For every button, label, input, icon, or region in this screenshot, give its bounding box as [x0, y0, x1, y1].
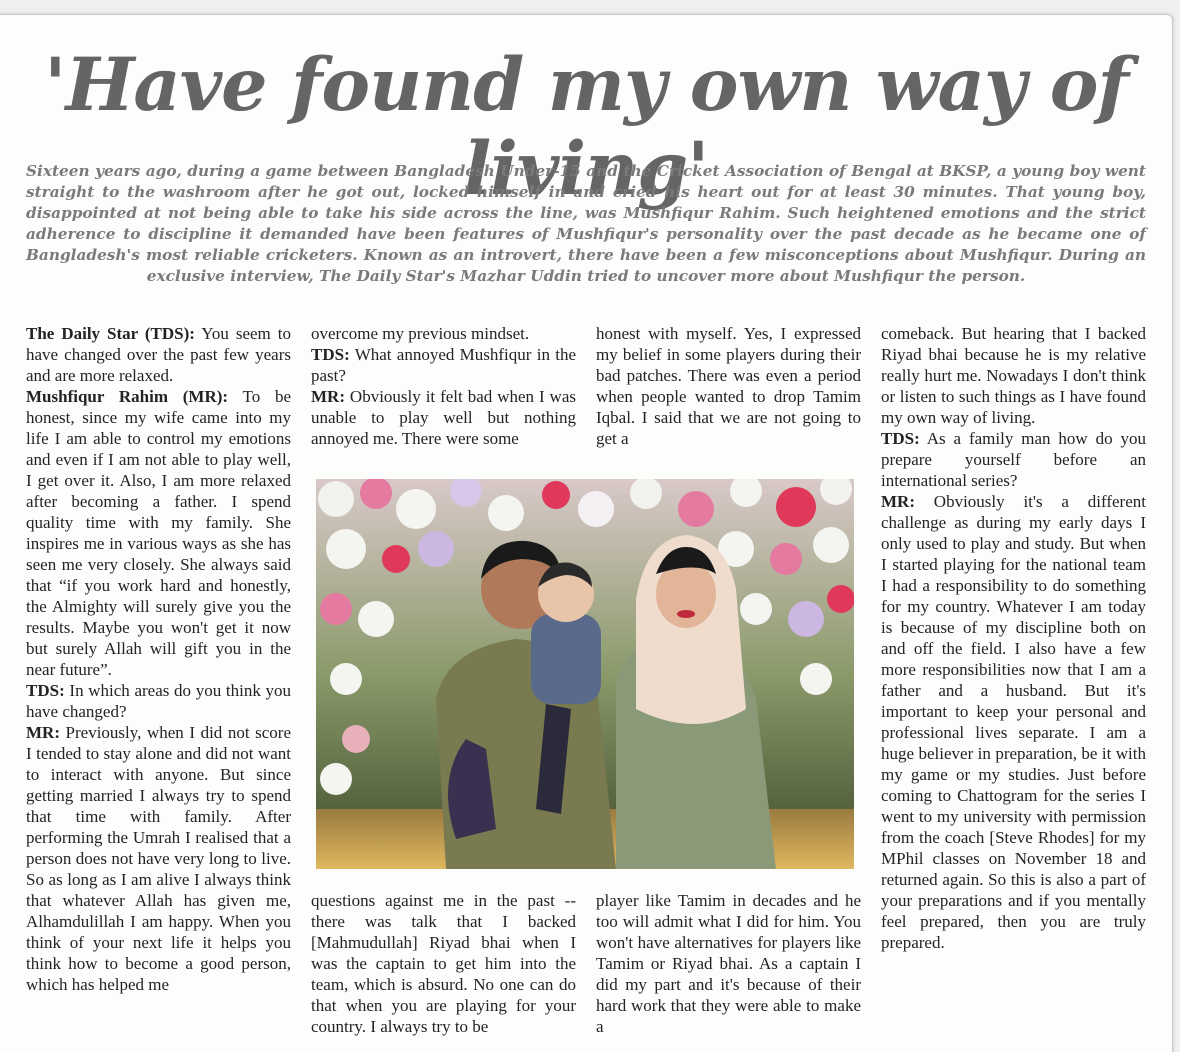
qa-paragraph — [881, 323, 1146, 428]
speaker-label: Mushfiqur Rahim (MR): — [26, 387, 229, 406]
speaker-label: TDS: — [26, 681, 65, 700]
article-column-4 — [881, 323, 1146, 1038]
qa-paragraph — [26, 323, 291, 386]
speaker-label: TDS: — [881, 429, 920, 448]
article-column-2-top — [311, 323, 576, 453]
paragraph: questions against me in the past -- there was talk that I backed [Mahmudullah] Riyad bhai when I was the captain to get him into the team, which is absurd. No one can do that when you are playing for your country. I always try to be — [311, 891, 576, 1036]
speaker-label: MR: — [26, 723, 60, 742]
speaker-label: TDS: — [311, 345, 350, 364]
article-column-3-bottom — [596, 890, 861, 1040]
paragraph: player like Tamim in decades and he too will admit what I did for him. You won't have alternatives for players like Tamim or Riyad bhai. As a captain I did my part and it's because of their hard work that they were able to make a — [596, 891, 861, 1036]
family-photo-illustration — [316, 479, 854, 869]
article-column-3-top — [596, 323, 861, 453]
qa-paragraph — [311, 386, 576, 449]
answer-text: Obviously it felt bad when I was unable to play well but nothing annoyed me. There were some — [311, 387, 576, 448]
qa-paragraph — [311, 344, 576, 386]
qa-paragraph — [26, 722, 291, 995]
answer-text: Previously, when I did not score I tended to stay alone and did not want to interact with anyone. But since getting married I always try to spend that time with family. After performing the Umrah I realised that a person does not have very long to live. So as long as I am alive I always think that whatever Allah has given me, Alhamdulillah I am happy. When you think of your next life it helps you think how to become a good person, which has helped me — [26, 723, 291, 994]
qa-paragraph — [26, 680, 291, 722]
article-column-2-bottom — [311, 890, 576, 1040]
headline: 'Have found my own way of living' — [44, 42, 1128, 212]
answer-text: Obviously it's a different challenge as during my early days I only used to play and study. But when I started playing for the national team I had a responsibility to do something for my country. Whatever I am today is because of my discipline both on and off the field. I also have a few more responsibilities now that I am a father and a husband. But it's important to keep your personal and professional lives separate. I am a huge believer in preparation, be it with my game or my studies. Just before coming to Chattogram for the series I went to my university with permission from the coach [Steve Rhodes] for my MPhil classes on November 18 and returned again. So this is also a part of your preparations and if you mentally feel prepared, then you are truly prepared. — [881, 492, 1146, 952]
qa-paragraph — [881, 491, 1146, 953]
family-photo — [316, 479, 854, 869]
answer-text: You seem to have changed over the past few years and are more relaxed. — [26, 324, 291, 385]
qa-paragraph — [311, 323, 576, 344]
answer-text: What annoyed Mushfiqur in the past? — [311, 345, 576, 385]
answer-text: To be honest, since my wife came into my life I am able to control my emotions and even if I am not able to play well, I get over it. Also, I am more relaxed after becoming a father. I spend quality time with my family. She inspires me in various ways as she has seen me very closely. She always said that “if you work hard and honestly, the Almighty will surely give you the results. Maybe you won't get it now but surely Allah will gift you in the near future”. — [26, 387, 291, 679]
paragraph: honest with myself. Yes, I expressed my belief in some players during their bad patches. There was even a period when people wanted to drop Tamim Iqbal. I said that we are not going to get a — [596, 324, 861, 448]
newspaper-page — [0, 14, 1173, 1052]
speaker-label: MR: — [311, 387, 345, 406]
article-column-1 — [26, 323, 291, 1038]
intro-paragraph: Sixteen years ago, during a game between Bangladesh Under-15 and the Cricket Association of Bengal at BKSP, a young boy went straight to the washroom after he got out, locked himself in and cried his heart out for at least 30 minutes. That young boy, disappointed at not being able to take his side across the line, was Mushfiqur Rahim. Such heightened emotions and the strict adherence to discipline it demanded have been features of Mushfiqur's personality over the past decade as he became one of Bangladesh's most reliable cricketers. Known as an introvert, there have been a few misconceptions about Mushfiqur. During an exclusive interview, The Daily Star's Mazhar Uddin tried to uncover more about Mushfiqur the person. — [26, 162, 1146, 285]
speaker-label: The Daily Star (TDS): — [26, 324, 195, 343]
answer-text: overcome my previous mindset. — [311, 324, 530, 343]
qa-paragraph — [26, 386, 291, 680]
qa-paragraph — [881, 428, 1146, 491]
answer-text: As a family man how do you prepare yourself before an international series? — [881, 429, 1146, 490]
speaker-label: MR: — [881, 492, 915, 511]
answer-text: comeback. But hearing that I backed Riyad bhai because he is my relative really hurt me. Nowadays I don't think or listen to such things as I have found my own way of living. — [881, 324, 1146, 427]
answer-text: In which areas do you think you have changed? — [26, 681, 291, 721]
